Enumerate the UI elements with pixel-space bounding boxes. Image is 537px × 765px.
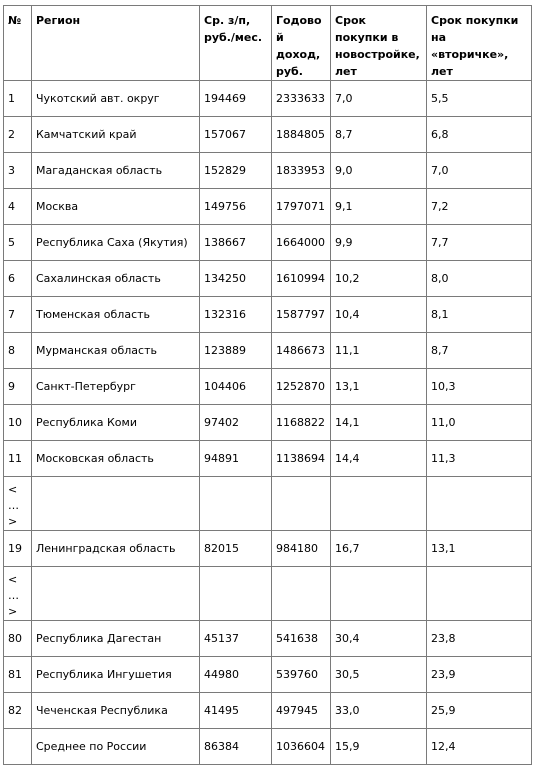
cell-salary: 97402: [200, 405, 272, 441]
cell-income: 984180: [272, 531, 331, 567]
cell-income: 1884805: [272, 117, 331, 153]
cell-income: [272, 567, 331, 621]
cell-income: 539760: [272, 657, 331, 693]
cell-region: [32, 477, 200, 531]
cell-salary: 104406: [200, 369, 272, 405]
cell-secondary: 11,3: [427, 441, 532, 477]
cell-new-build: 13,1: [331, 369, 427, 405]
table-row: [4, 531, 532, 567]
cell-secondary: 7,7: [427, 225, 532, 261]
table-row: [4, 405, 532, 441]
table-row: [4, 261, 532, 297]
cell-region: Москва: [32, 189, 200, 225]
cell-num: [4, 729, 32, 765]
cell-income: 1036604: [272, 729, 331, 765]
cell-num: <…>: [4, 567, 32, 621]
cell-new-build: 15,9: [331, 729, 427, 765]
cell-secondary: 8,1: [427, 297, 532, 333]
cell-num: 19: [4, 531, 32, 567]
cell-region: Мурманская область: [32, 333, 200, 369]
cell-num: 10: [4, 405, 32, 441]
table-row: [4, 117, 532, 153]
cell-region: Среднее по России: [32, 729, 200, 765]
cell-region: Республика Коми: [32, 405, 200, 441]
cell-secondary: 8,0: [427, 261, 532, 297]
cell-income: 2333633: [272, 81, 331, 117]
cell-new-build: 9,1: [331, 189, 427, 225]
cell-salary: 44980: [200, 657, 272, 693]
cell-num: 3: [4, 153, 32, 189]
cell-salary: 194469: [200, 81, 272, 117]
cell-num: 1: [4, 81, 32, 117]
cell-secondary: 6,8: [427, 117, 532, 153]
cell-new-build: [331, 567, 427, 621]
table-row: [4, 369, 532, 405]
cell-income: 1252870: [272, 369, 331, 405]
cell-new-build: 30,5: [331, 657, 427, 693]
header-num: №: [4, 6, 32, 81]
cell-secondary: 7,0: [427, 153, 532, 189]
cell-new-build: 10,2: [331, 261, 427, 297]
table-row: [4, 153, 532, 189]
cell-secondary: 23,8: [427, 621, 532, 657]
cell-new-build: 9,0: [331, 153, 427, 189]
cell-region: Сахалинская область: [32, 261, 200, 297]
table-row: [4, 81, 532, 117]
cell-num: 80: [4, 621, 32, 657]
cell-secondary: 11,0: [427, 405, 532, 441]
cell-secondary: 8,7: [427, 333, 532, 369]
cell-salary: 41495: [200, 693, 272, 729]
cell-new-build: 16,7: [331, 531, 427, 567]
cell-salary: 149756: [200, 189, 272, 225]
cell-salary: 86384: [200, 729, 272, 765]
table-header-row: [4, 6, 532, 81]
cell-new-build: 30,4: [331, 621, 427, 657]
table-row: [4, 693, 532, 729]
cell-income: 1587797: [272, 297, 331, 333]
cell-region: Республика Дагестан: [32, 621, 200, 657]
cell-num: 11: [4, 441, 32, 477]
cell-new-build: [331, 477, 427, 531]
cell-salary: [200, 477, 272, 531]
header-income: Годовой доход, руб.: [272, 6, 331, 81]
cell-secondary: 10,3: [427, 369, 532, 405]
cell-new-build: 14,4: [331, 441, 427, 477]
cell-region: Санкт-Петербург: [32, 369, 200, 405]
cell-income: 1833953: [272, 153, 331, 189]
cell-num: 82: [4, 693, 32, 729]
cell-secondary: 5,5: [427, 81, 532, 117]
table-body: [4, 81, 532, 765]
table-row-ellipsis: [4, 477, 532, 531]
cell-new-build: 11,1: [331, 333, 427, 369]
cell-secondary: 7,2: [427, 189, 532, 225]
cell-salary: 45137: [200, 621, 272, 657]
cell-income: 541638: [272, 621, 331, 657]
cell-new-build: 14,1: [331, 405, 427, 441]
cell-income: [272, 477, 331, 531]
cell-salary: [200, 567, 272, 621]
table-row: [4, 189, 532, 225]
cell-secondary: 13,1: [427, 531, 532, 567]
cell-region: Камчатский край: [32, 117, 200, 153]
cell-income: 1610994: [272, 261, 331, 297]
table-row: [4, 297, 532, 333]
cell-num: <…>: [4, 477, 32, 531]
cell-num: 4: [4, 189, 32, 225]
cell-secondary: 12,4: [427, 729, 532, 765]
cell-income: 1486673: [272, 333, 331, 369]
cell-region: Чукотский авт. округ: [32, 81, 200, 117]
cell-secondary: 23,9: [427, 657, 532, 693]
header-salary: Ср. з/п, руб./мес.: [200, 6, 272, 81]
cell-region: Ленинградская область: [32, 531, 200, 567]
cell-secondary: 25,9: [427, 693, 532, 729]
region-income-table: [3, 5, 532, 765]
table-row: [4, 657, 532, 693]
cell-num: 2: [4, 117, 32, 153]
cell-new-build: 33,0: [331, 693, 427, 729]
cell-salary: 132316: [200, 297, 272, 333]
table-row: [4, 225, 532, 261]
cell-salary: 94891: [200, 441, 272, 477]
cell-num: 81: [4, 657, 32, 693]
header-new-build: Срок покупки в новостройке, лет: [331, 6, 427, 81]
cell-income: 497945: [272, 693, 331, 729]
table-row-ellipsis: [4, 567, 532, 621]
cell-region: Магаданская область: [32, 153, 200, 189]
table-row: [4, 333, 532, 369]
cell-num: 6: [4, 261, 32, 297]
cell-region: Республика Ингушетия: [32, 657, 200, 693]
cell-new-build: 7,0: [331, 81, 427, 117]
cell-region: [32, 567, 200, 621]
table-row: [4, 729, 532, 765]
cell-salary: 123889: [200, 333, 272, 369]
cell-salary: 134250: [200, 261, 272, 297]
cell-salary: 82015: [200, 531, 272, 567]
cell-num: 8: [4, 333, 32, 369]
cell-salary: 157067: [200, 117, 272, 153]
cell-income: 1664000: [272, 225, 331, 261]
cell-region: Чеченская Республика: [32, 693, 200, 729]
cell-new-build: 10,4: [331, 297, 427, 333]
cell-region: Московская область: [32, 441, 200, 477]
cell-new-build: 9,9: [331, 225, 427, 261]
table-row: [4, 441, 532, 477]
cell-salary: 152829: [200, 153, 272, 189]
header-region: Регион: [32, 6, 200, 81]
cell-num: 7: [4, 297, 32, 333]
cell-num: 9: [4, 369, 32, 405]
cell-salary: 138667: [200, 225, 272, 261]
cell-num: 5: [4, 225, 32, 261]
cell-income: 1168822: [272, 405, 331, 441]
cell-region: Республика Саха (Якутия): [32, 225, 200, 261]
header-secondary: Срок покупки на «вторичке», лет: [427, 6, 532, 81]
cell-income: 1138694: [272, 441, 331, 477]
cell-secondary: [427, 477, 532, 531]
cell-new-build: 8,7: [331, 117, 427, 153]
cell-income: 1797071: [272, 189, 331, 225]
cell-region: Тюменская область: [32, 297, 200, 333]
cell-secondary: [427, 567, 532, 621]
table-row: [4, 621, 532, 657]
